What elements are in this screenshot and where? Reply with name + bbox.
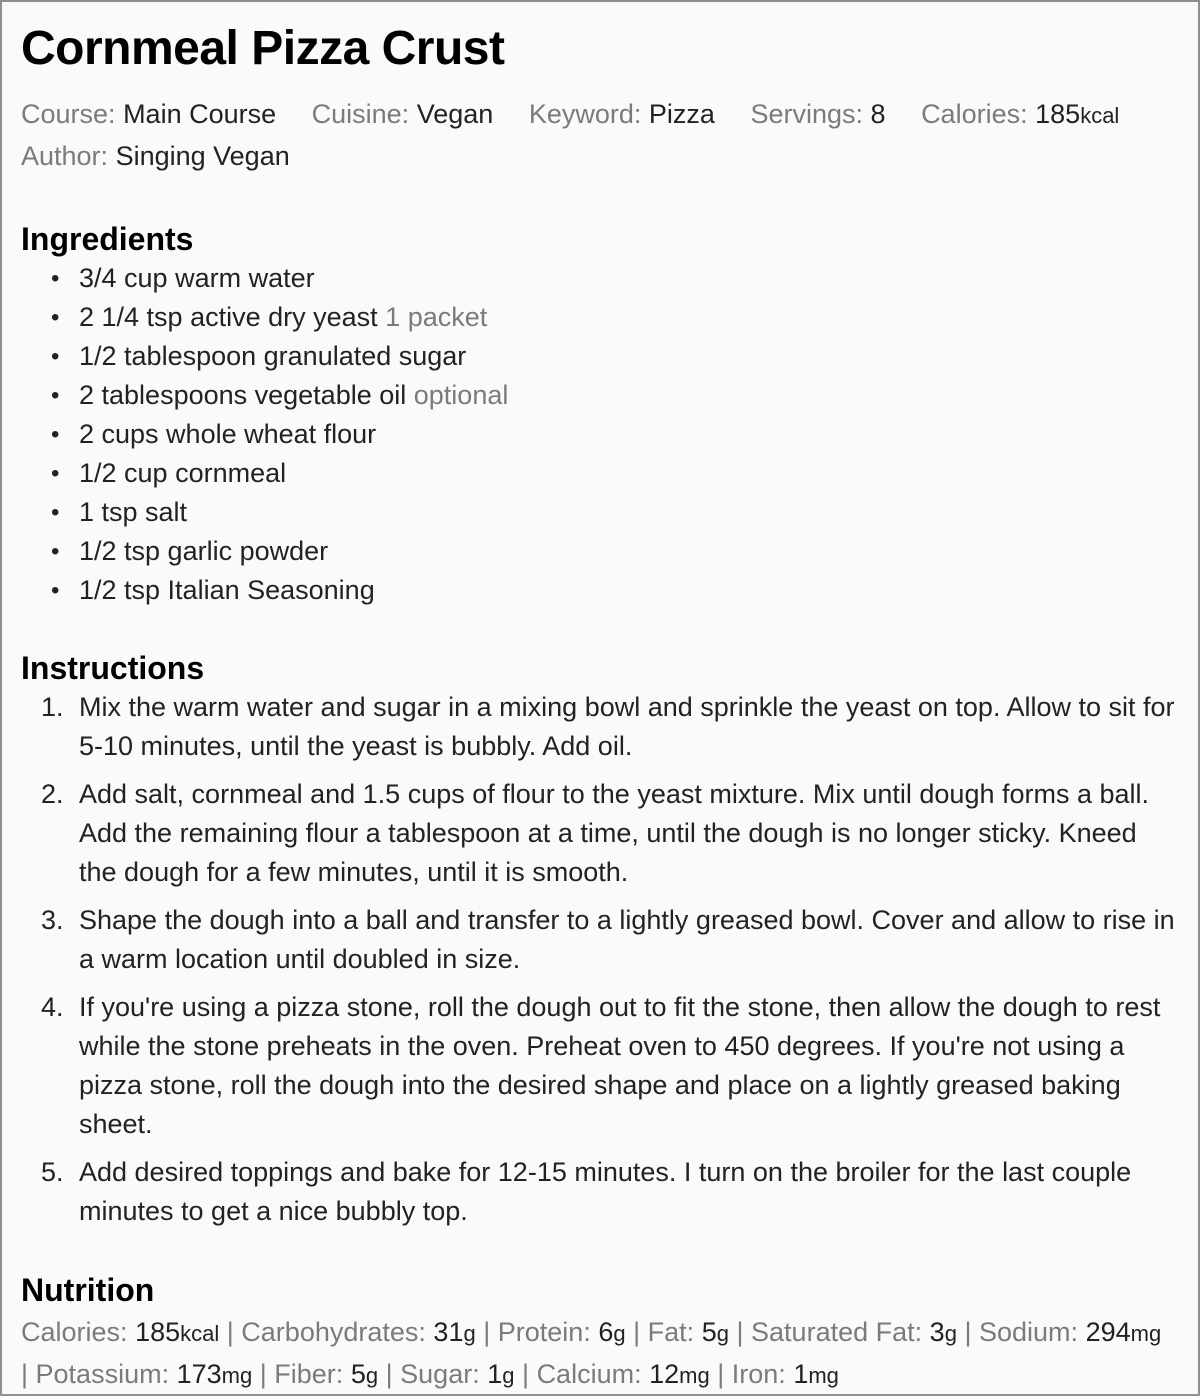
nutrition-value: 1 [793,1359,809,1389]
nutrition-separator: | [964,1317,972,1347]
ingredient-text: 1 tsp salt [79,497,188,527]
nutrition-value: 173 [176,1359,222,1389]
meta-servings-label: Servings: [750,99,863,129]
instruction-number: 2. [41,779,64,809]
nutrition-label: Calcium: [536,1359,642,1389]
nutrition-separator: | [717,1359,725,1389]
nutrition-unit: mg [808,1363,839,1388]
nutrition-value: 5 [350,1359,366,1389]
meta-author-label: Author: [21,141,109,171]
ingredient-text: 1/2 tsp garlic powder [79,536,329,566]
ingredient-note: 1 packet [385,302,488,332]
nutrition-value: 31 [433,1317,464,1347]
meta-row-author [21,136,1180,176]
nutrition-unit: mg [221,1363,253,1388]
meta-calories-label: Calories: [921,99,1028,129]
meta-course [21,94,276,134]
ingredient-item [79,493,1180,532]
meta-calories-unit: kcal [1080,103,1120,128]
ingredient-item [79,337,1180,376]
ingredient-item [79,259,1180,298]
recipe-meta [21,94,1180,176]
nutrition-separator: | [385,1359,393,1389]
meta-keyword [529,94,715,134]
ingredient-text: 1/2 cup cornmeal [79,458,287,488]
ingredient-text: 1/2 tsp Italian Seasoning [79,575,375,605]
nutrition-fiber [274,1359,378,1389]
ingredients-heading: Ingredients [21,221,194,257]
nutrition-fat [648,1317,729,1347]
nutrition-sodium [979,1317,1161,1347]
nutrition-value: 185 [135,1317,181,1347]
nutrition-label: Saturated Fat: [751,1317,923,1347]
instruction-text: Shape the dough into a ball and transfer to a lightly greased bowl. Cover and allow to rise in a warm location until doubled in size. [79,905,1175,974]
meta-calories-value: 185 [1035,99,1081,129]
nutrition-protein [498,1317,626,1347]
instructions-list [21,688,1180,1231]
ingredient-text: 2 tablespoons vegetable oil [79,380,407,410]
nutrition-unit: g [613,1321,626,1346]
nutrition-sugar [400,1359,514,1389]
instruction-step [41,988,1180,1144]
ingredient-item [79,454,1180,493]
nutrition-unit: g [944,1321,957,1346]
nutrition-unit: kcal [180,1321,220,1346]
nutrition-value: 294 [1085,1317,1131,1347]
meta-keyword-value: Pizza [648,99,715,129]
meta-cuisine-value: Vegan [416,99,494,129]
meta-cuisine-label: Cuisine: [311,99,410,129]
nutrition-separator: | [259,1359,267,1389]
meta-author [21,136,290,176]
nutrition-saturated-fat [751,1317,957,1347]
nutrition-unit: g [716,1321,729,1346]
ingredient-text: 1/2 tablespoon granulated sugar [79,341,467,371]
ingredient-text: 2 cups whole wheat flour [79,419,377,449]
nutrition-iron [732,1359,839,1389]
recipe-title: Cornmeal Pizza Crust [21,22,505,75]
meta-keyword-label: Keyword: [528,99,642,129]
nutrition-value: 1 [487,1359,503,1389]
nutrition-calories [21,1317,219,1347]
ingredient-item [79,571,1180,610]
nutrition-label: Protein: [497,1317,591,1347]
nutrition-value: 5 [701,1317,717,1347]
nutrition-label: Fat: [647,1317,695,1347]
nutrition-label: Fiber: [274,1359,344,1389]
instruction-step [41,901,1180,979]
nutrition-separator: | [633,1317,641,1347]
meta-cuisine [312,94,494,134]
ingredients-list [21,259,1180,610]
meta-course-value: Main Course [123,99,277,129]
instruction-number: 3. [41,905,64,935]
nutrition-value: 3 [929,1317,945,1347]
nutrition-label: Sodium: [978,1317,1079,1347]
ingredient-item [79,532,1180,571]
meta-course-label: Course: [21,99,116,129]
meta-calories [921,94,1119,136]
nutrition-separator: | [226,1317,234,1347]
instruction-number: 5. [41,1157,64,1187]
nutrition-unit: mg [1130,1321,1162,1346]
instruction-text: Add salt, cornmeal and 1.5 cups of flour to the yeast mixture. Mix until dough forms a ball. Add the remaining flour a tablespoon at a time, until the dough is no longer sticky. Kneed the dough for a few minutes, until it is smooth. [79,779,1150,887]
nutrition-unit: mg [679,1363,710,1388]
nutrition-facts [21,1312,1171,1396]
meta-author-value: Singing Vegan [115,141,290,171]
instructions-heading: Instructions [21,650,205,686]
nutrition-value: 6 [598,1317,614,1347]
nutrition-potassium [36,1359,253,1389]
nutrition-calcium [537,1359,710,1389]
ingredient-text: 2 1/4 tsp active dry yeast [79,302,378,332]
nutrition-label: Carbohydrates: [241,1317,426,1347]
ingredient-note: optional [413,380,509,410]
nutrition-label: Calories: [21,1317,128,1347]
instruction-step [41,1153,1180,1231]
nutrition-unit: g [463,1321,476,1346]
nutrition-unit: g [502,1363,515,1388]
meta-servings [750,94,885,134]
instruction-number: 4. [41,992,64,1022]
instruction-step [41,688,1180,766]
nutrition-label: Iron: [731,1359,786,1389]
nutrition-separator: | [736,1317,744,1347]
nutrition-label: Sugar: [400,1359,480,1389]
nutrition-separator: | [21,1359,29,1389]
instruction-text: Add desired toppings and bake for 12-15 minutes. I turn on the broiler for the last couple minutes to get a nice bubbly top. [79,1157,1132,1226]
nutrition-separator: | [483,1317,491,1347]
nutrition-heading: Nutrition [21,1272,155,1308]
ingredient-item [79,376,1180,415]
nutrition-carbohydrates [241,1317,475,1347]
nutrition-label: Potassium: [35,1359,170,1389]
instruction-text: Mix the warm water and sugar in a mixing bowl and sprinkle the yeast on top. Allow to sit for 5-10 minutes, until the yeast is bubbly. Add oil. [79,692,1175,761]
instruction-number: 1. [41,692,64,722]
ingredient-item [79,298,1180,337]
ingredient-text: 3/4 cup warm water [79,263,315,293]
nutrition-separator: | [522,1359,530,1389]
nutrition-value: 12 [649,1359,680,1389]
nutrition-unit: g [365,1363,379,1388]
meta-servings-value: 8 [870,99,886,129]
instruction-step [41,775,1180,892]
ingredient-item [79,415,1180,454]
meta-row-primary [21,94,1180,136]
instruction-text: If you're using a pizza stone, roll the dough out to fit the stone, then allow the dough to rest while the stone preheats in the oven. Preheat oven to 450 degrees. If you're not using a pizza stone, roll the dough into the desired shape and place on a lightly greased baking sheet. [79,992,1161,1139]
